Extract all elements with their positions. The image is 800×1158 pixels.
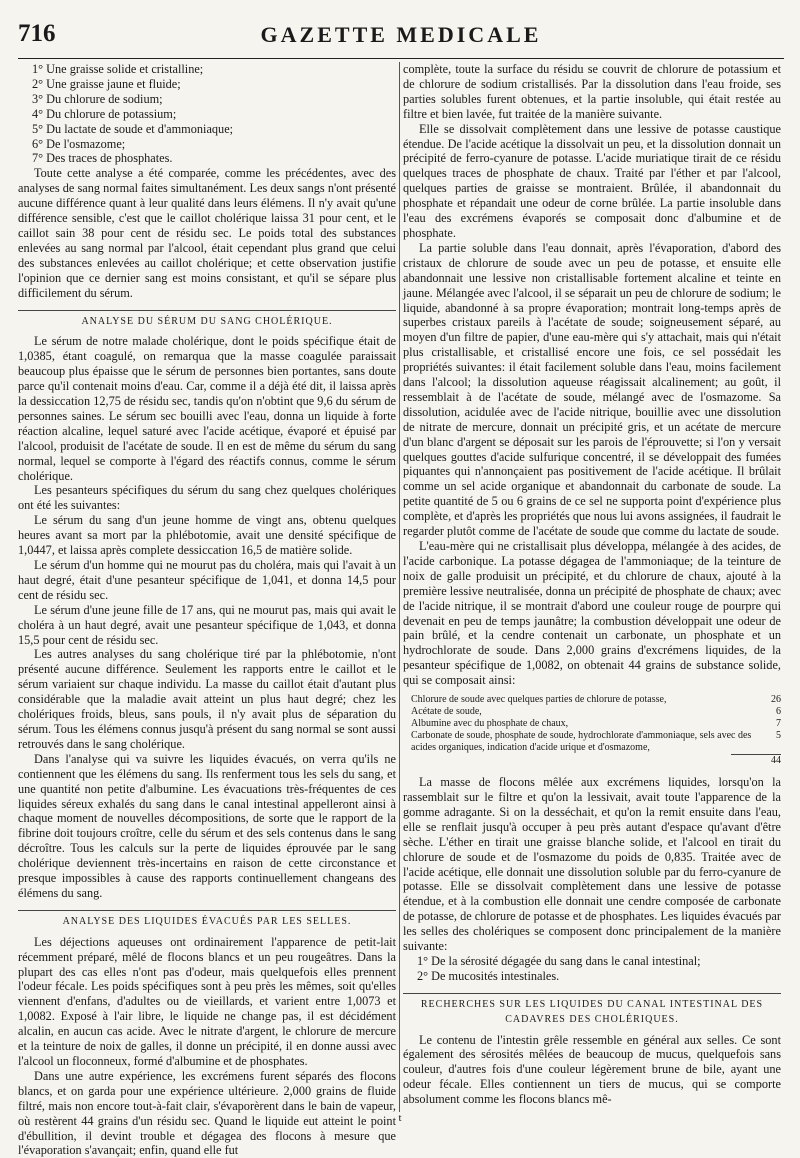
column-divider	[399, 62, 400, 1112]
table-row	[411, 730, 781, 754]
table-row	[411, 694, 781, 706]
table-label: Chlorure de soude avec quelques parties de chlorure de potasse,	[411, 694, 667, 706]
journal-title: GAZETTE MEDICALE	[260, 22, 542, 47]
paragraph: Le sérum du sang d'un jeune homme de vingt ans, obtenu quelques heures avant sa mort par la phlébotomie, avait une densité spécifique de 1,0447, et laissa après complete dessiccation 16,5 de matière solide.	[18, 513, 396, 558]
composition-list	[32, 62, 396, 166]
paragraph: Elle se dissolvait complètement dans une lessive de potasse caustique étendue. De l'acide acétique la dissolvait un peu, et la dissolution donnait un précipité de ferro-cyanure de potasse. L'acide muriatique tirait de ce résidu quelques traces de phosphate de chaux. Traité par l'éther et par l'alcool, quelques parties de graisse se montraient. Brûlée, il abandonnait du phosphate et répandait une odeur de corne brûlée. La partie insoluble dans l'eau des excrémens évaporés se composait donc d'albumine et de phosphate.	[403, 121, 781, 240]
paragraph: La masse de flocons mêlée aux excrémens liquides, lorsqu'on la rassemblait sur le filtre et qu'on la lessivait, avait toute l'apparence de la gomme adragante. Si on la desséchait, et qu'on la remit ensuite dans l'eau, elle se renflait jusqu'à occuper à peu près autant d'espace qu'avant d'être sèche. L'éther en tirait une graisse blanche solide, et l'alcool en tirait du chlorure de soude et de l'osmazome du poids de 0,835. Traitée avec de l'acide acétique, elle donnait une dissolution soluble par du ferro-cyanure de potasse. Elle se dissolvait complètement dans une lessive de potasse étendue, et à la combustion elle donnait une cendre composée de carbonate de potasse, de chlorure de potasse et de phosphates. Les liquides évacués par les selles des cholériques se composent donc principalement de la manière suivante:	[403, 775, 781, 954]
table-row	[411, 718, 781, 730]
list-item: 3° Du chlorure de sodium;	[32, 91, 163, 106]
section-heading: ANALYSE DU SÉRUM DU SANG CHOLÉRIQUE.	[18, 310, 396, 330]
list-item: 7° Des traces de phosphates.	[32, 151, 173, 166]
paragraph: Les déjections aqueuses ont ordinairement l'apparence de petit-lait récemment préparé, mêlé de flocons blancs et un peu rougeâtres. Dans la plupart des cas elles n'ont pas d'odeur, mais quelquefois elles prennent l'odeur fécale. Les poids spécifiques sont à peu près les mêmes, soit qu'elles viennent d'enfans, d'adultes ou de vieillards, et varient entre 1,0073 et 1,0082. Exposé à l'air libre, le liquide ne change pas, il est décidément alcalin, en aucun cas acide. Avec le nitrate d'argent, le chlorure de mercure et la teinture de noix de galles, il donne un précipité, il en donne aussi avec l'alcool un floconneux, formé d'albumine et de phosphates.	[18, 934, 396, 1068]
composition-table	[411, 694, 781, 767]
table-label: Carbonate de soude, phosphate de soude, hydrochlorate d'ammoniaque, sels avec des acides organiques, indication d'acide urique et d'osmazome,	[411, 730, 752, 754]
list-item: 1° Une graisse solide et cristalline;	[32, 62, 204, 76]
paragraph: L'eau-mère qui ne cristallisait plus développa, mélangée à des acides, de l'acide carbonique. La potasse dégagea de l'ammoniaque; de la teinture de noix de galle produisit un précipité, et du chlorure de chaux, ajouté à la première lessive neutralisée, donna un précipité de phosphate de chaux; avec de l'acide nitrique, il se montrait d'abord une couleur rouge de pourpre qui devenait en peu de temps jaunâtre; la combustion développait une odeur de pain brûlé, et la cendre contenait un carbonate, un phosphate et un hydrochlorate de soude. Dans 2,000 grains d'excrémens liquides, de la pesanteur spécifique de 1,0082, on obtenait 44 grains de substance solide, qui se composait ainsi:	[403, 539, 781, 688]
paragraph: Le contenu de l'intestin grêle ressemble en général aux selles. Ce sont également des sérosités mêlées de beaucoup de mucus, quelquefois sans couleur, d'autres fois d'une couleur légèrement brune de bile, ayant une odeur fécale. Elles contiennent un tiers de mucus, qui se comporte absolument comme les flocons blancs mê-	[403, 1032, 781, 1107]
paragraph: complète, toute la surface du résidu se couvrit de chlorure de potassium et de chlorure de sodium cristallisés. Par la dissolution dans l'eau froide, ses parties solubles furent obtenues, et la partie insoluble, qui était restée au filtre et bien lavée, fut traitée de la manière suivante.	[403, 62, 781, 121]
list-item: 4° Du chlorure de potassium;	[32, 106, 177, 121]
page-number: 716	[18, 20, 56, 47]
table-value: 6	[776, 706, 781, 718]
table-value: 26	[771, 694, 781, 706]
right-column	[403, 62, 781, 1107]
list-item: 6° De l'osmazome;	[32, 136, 126, 151]
table-row	[411, 706, 781, 718]
list-item: 1° De la sérosité dégagée du sang dans le canal intestinal;	[417, 953, 701, 968]
table-label: Albumine avec du phosphate de chaux,	[411, 718, 569, 730]
section-heading: ANALYSE DES LIQUIDES ÉVACUÉS PAR LES SELLES.	[18, 910, 396, 930]
paragraph: Dans une autre expérience, les excrémens furent séparés des flocons blancs, et on garda pour une expérience ultérieure. 2,000 grains de fluide filtré, mais non encore tout-à-fait clair, s'évaporèrent dans le bain de vapeur, où restèrent 44 grains d'un résidu sec. Quand le liquide eut atteint le point d'ébullition, il devint trouble et dégagea des flocons à mesure que l'évaporation s'avançait; enfin, quand elle fut	[18, 1068, 396, 1158]
table-value: 7	[776, 718, 781, 730]
table-total: 44	[731, 754, 781, 767]
paragraph: Toute cette analyse a été comparée, comme les précédentes, avec des analyses de sang normal faites simultanément. Les deux sangs n'ont présenté aucune différence quant à leur qualité dans leurs élémens. Il n'y avait qu'une différence sensible, c'est que le caillot cholérique laissa 31 pour cent, et le caillot sain 38 pour cent de résidu sec. Le poids total des substances enlevées au sang normal par l'alcool, était cependant plus grand que celui des substances enlevées au caillot cholérique; et cette observation justifie l'opinion que ce dernier sang est moins consistant, et qu'il se sépare plus difficilement du sérum.	[18, 166, 396, 300]
page-header	[18, 14, 784, 59]
left-column	[18, 62, 396, 1158]
conclusion-list	[417, 954, 781, 984]
footer-mark: t	[398, 1112, 402, 1124]
section-heading: RECHERCHES SUR LES LIQUIDES DU CANAL INTESTINAL DES CADAVRES DES CHOLÉRIQUES.	[403, 993, 781, 1028]
paragraph: Les autres analyses du sang cholérique tiré par la phlébotomie, n'ont présenté aucune différence. Seulement les rapports entre le caillot et le sérum variaient sur chaque individu. La masse du caillot était d'autant plus considérable que la maladie avait atteint un plus haut degré; chez les cholériques froids, bleus, sans pouls, il n'y avait plus de séparation du sérum. Tous les élémens connus jusqu'à présent du sang normal se sont aussi retrouvés dans le sang cholérique.	[18, 647, 396, 751]
paragraph: Dans l'analyse qui va suivre les liquides évacués, on verra qu'ils ne contiennent que les élémens du sang. Ils renferment tous les sels du sang, et une quantité non petite d'albumine. Les évacuations très-fréquentes de ces liquides séreux exhalés du sang dans le canal intestinal appelleront ainsi à chaque moment de nouvelles décompositions, de sorte que le rapport de la fibrine doit toujours croître, celle du sérum et des sels contenus dans le sang décroître. Tous les calculs sur la perte de liquides éprouvée par le sang cholérique deviennent très-incertains en raison de cette circonstance et presque impossibles à cause des rapports continuellement changeans des élémens du sang.	[18, 751, 396, 900]
list-item: 2° Une graisse jaune et fluide;	[32, 76, 181, 91]
paragraph: Le sérum d'un homme qui ne mourut pas du choléra, mais qui l'avait à un haut degré, était d'une pesanteur spécifique de 1,041, et donna 14,5 pour cent de résidu sec.	[18, 558, 396, 602]
paragraph: Les pesanteurs spécifiques du sérum du sang chez quelques cholériques ont été les suivantes:	[18, 483, 396, 513]
table-value: 5	[776, 730, 781, 742]
list-item: 2° De mucosités intestinales.	[417, 968, 560, 983]
paragraph: Le sérum de notre malade cholérique, dont le poids spécifique était de 1,0385, étant coagulé, on remarqua que la masse coagulée paraissait beaucoup plus épaisse que le sérum de personnes bien portantes, sans doute parce qu'il contenait moins d'eau. Car, comme il a déjà été dit, il laissa après la dessiccation 12,75 de résidu sec, tandis qu'on n'obtint que 9,6 du sérum de personnes saines. Le sérum sec bouilli avec l'eau, donna un liquide à forte réaction alcaline, lequel saturé avec l'acide acétique, évaporé et épuisé par l'alcool, produisit de l'acétate de soude. Il en est de même du sérum du sang normal, lequel se comporte à l'égard des réactifs connus, comme le sérum cholérique.	[18, 334, 396, 483]
paragraph: La partie soluble dans l'eau donnait, après l'évaporation, d'abord des cristaux de chlorure de soude avec un peu de potasse, et ensuite elle abandonnait une lessive non cristallisable fortement alcaline et teinte en jaune. Mélangée avec l'alcool, il se séparait un peu de chlorure de sodium; le liquide, abandonné à sa propre évaporation; montrait long-temps après de superbes cristaux pareils à l'acétate de soude; soigneusement séparé, au moyen d'un filtre de papier, d'une eau-mère qui s'y attachait, mais qui n'était plus cristallisable, et cristallisé encore une fois, ce sel possédait les propriétés suivantes: il était facilement soluble dans l'eau, moins facilement dans l'alcool; la dissolution aqueuse réagissait alcalinement; au goût, il ressemblait à de l'acétate de soude, mélangé avec de l'osmazome. Sa dissolution, acidulée avec de l'acide nitrique, bouillie avec une dissolution de nitrate de mercure, donnait un précipité gris, et un acétate de mercure d'un blanc d'argent se déposait sur les parois de l'éprouvette; si l'on y versait quelques gouttes d'acide sulfurique concentré, il se développait des fumées piquantes qui n'annonçaient pas positivement de l'acide acétique. Il brûlait comme un sel acide organique et abandonnait du carbonate de soude. La petite quantité de 5 ou 6 grains de ce sel ne supporta point d'expérience plus complète, et d'après les propriétés que nous lui avons assignées, il faudrait le regarder plutôt comme de l'acétate de soude que comme du lactate de soude.	[403, 240, 781, 539]
table-label: Acétate de soude,	[411, 706, 482, 718]
paragraph: Le sérum d'une jeune fille de 17 ans, qui ne mourut pas, mais qui avait le choléra à un haut degré, avait une pesanteur spécifique de 1,043, et donna 15,5 pour cent de résidu sec.	[18, 602, 396, 647]
list-item: 5° Du lactate de soude et d'ammoniaque;	[32, 121, 234, 136]
